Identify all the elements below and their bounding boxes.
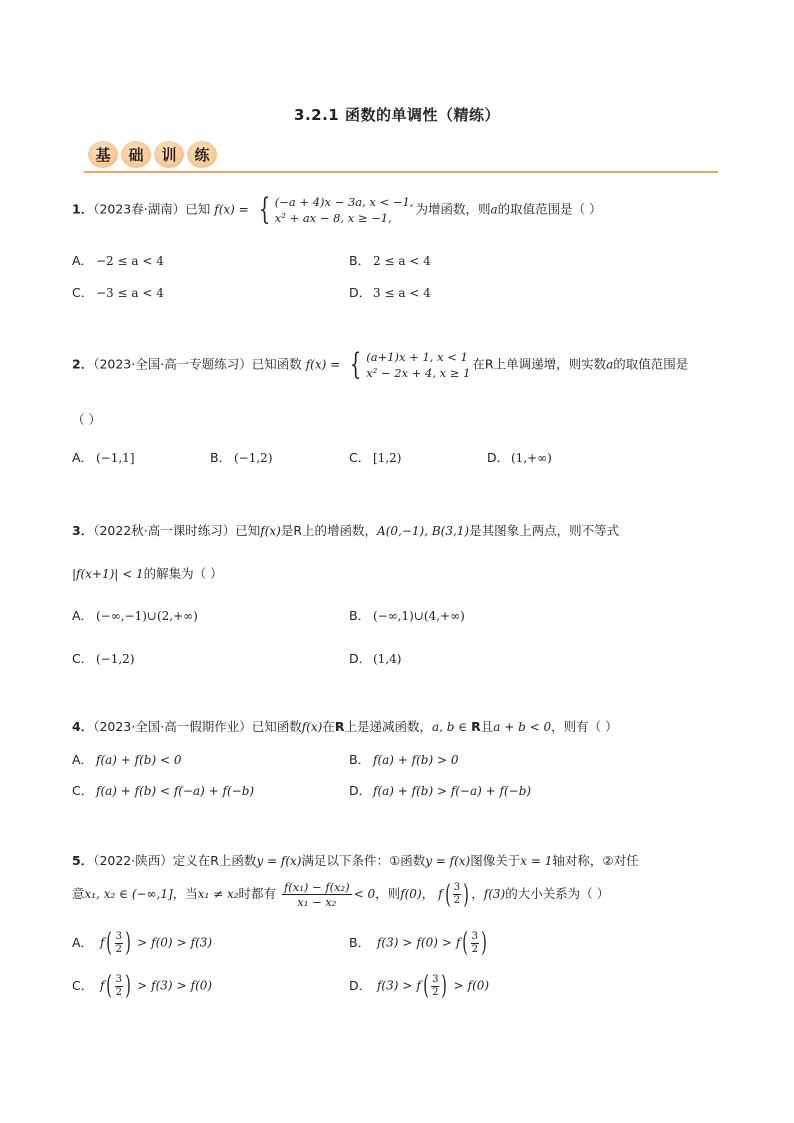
- question-5-stem-continued: 意x₁, x₂ ∈ (−∞,1]，当x₁ ≠ x₂时都有 $\frac{\text{f(x₁) − f(x₂)}}{\text{x₁ − x₂}}$ < 0，则f(0)， f( $\frac{3}{2}$ ) ，f(3)的大小关系为（ ）: [72, 879, 610, 910]
- section-badge: 训: [154, 141, 184, 168]
- question-5-stem: 5．（2022·陕西）定义在R上函数y = f(x)满足以下条件：①函数y = f(x)图像关于x = 1轴对称，②对任: [72, 853, 639, 868]
- question-3-option-a[interactable]: A． (−∞,−1)∪(2,+∞): [72, 608, 198, 623]
- question-1-option-b[interactable]: B． 2 ≤ a < 4: [349, 253, 431, 268]
- section-badge: 础: [121, 141, 151, 168]
- question-3-option-b[interactable]: B． (−∞,1)∪(4,+∞): [349, 608, 465, 623]
- question-source: （2022·陕西）: [93, 853, 173, 868]
- question-2-answer-blank: （ ）: [72, 412, 101, 427]
- question-2-stem: 2．（2023·全国·高一专题练习）已知函数 f(x) = { (a+1)x + 1, x < 1 x² − 2x + 4, x ≥ 1 在R上单调递增，则实数a的取值范围是: [72, 347, 689, 382]
- question-3-option-c[interactable]: C． (−1,2): [72, 651, 135, 666]
- piecewise-function: { (a+1)x + 1, x < 1 x² − 2x + 4, x ≥ 1: [349, 347, 471, 382]
- question-2-option-a[interactable]: A． (−1,1]: [72, 450, 135, 465]
- question-4-stem: 4．（2023·全国·高一假期作业）已知函数f(x)在R上是递减函数，a, b ∈ R且a + b < 0，则有（ ）: [72, 719, 618, 734]
- question-4-option-d[interactable]: D． f(a) + f(b) > f(−a) + f(−b): [349, 783, 532, 798]
- difference-quotient: $\frac{\text{f(x₁) − f(x₂)}}{\text{x₁ − x₂}}$: [284, 880, 350, 909]
- question-2-option-b[interactable]: B． (−1,2): [210, 450, 273, 465]
- question-1-option-c[interactable]: C． −3 ≤ a < 4: [72, 285, 164, 300]
- section-divider: [84, 171, 718, 173]
- question-source: （2023春·湖南）: [93, 201, 186, 217]
- question-5-option-c[interactable]: C． f( $\frac{3}{2}$ ) > f(3) > f(0): [72, 971, 213, 1001]
- question-3-stem-continued: |f(x+1)| < 1的解集为（ ）: [72, 566, 223, 581]
- question-1-option-a[interactable]: A． −2 ≤ a < 4: [72, 253, 164, 268]
- question-source: （2023·全国·高一假期作业）: [93, 719, 252, 734]
- question-source: （2023·全国·高一专题练习）: [93, 356, 252, 372]
- section-badge: 基: [88, 141, 118, 168]
- question-5-option-b[interactable]: B． f(3) > f(0) > f( $\frac{3}{2}$ ): [349, 928, 487, 958]
- question-4-option-b[interactable]: B． f(a) + f(b) > 0: [349, 752, 459, 767]
- section-header-basic-training: [88, 141, 217, 168]
- question-1-stem: 1．（2023春·湖南）已知 f(x) = { (−a + 4)x − 3a, x < −1, x² + ax − 8, x ≥ −1, 为增函数，则a的取值范围是（ ）: [72, 192, 602, 227]
- question-source: （2022秋·高一课时练习）: [93, 523, 236, 538]
- section-badge: 练: [187, 141, 217, 168]
- question-4-option-c[interactable]: C． f(a) + f(b) < f(−a) + f(−b): [72, 783, 255, 798]
- question-2-option-d[interactable]: D． (1,+∞): [487, 450, 552, 465]
- piecewise-function: { (−a + 4)x − 3a, x < −1, x² + ax − 8, x ≥ −1,: [258, 192, 414, 227]
- question-3-stem: 3．（2022秋·高一课时练习）已知f(x)是R上的增函数，A(0,−1), B(3,1)是其图象上两点，则不等式: [72, 523, 620, 538]
- question-4-option-a[interactable]: A． f(a) + f(b) < 0: [72, 752, 182, 767]
- question-5-option-d[interactable]: D． f(3) > f( $\frac{3}{2}$ ) > f(0): [349, 971, 490, 1001]
- question-5-option-a[interactable]: A． f( $\frac{3}{2}$ ) > f(0) > f(3): [72, 928, 213, 958]
- question-3-option-d[interactable]: D． (1,4): [349, 651, 402, 666]
- question-1-option-d[interactable]: D． 3 ≤ a < 4: [349, 285, 431, 300]
- page-title: 3.2.1 函数的单调性（精练）: [294, 106, 500, 124]
- question-2-option-c[interactable]: C． [1,2): [349, 450, 402, 465]
